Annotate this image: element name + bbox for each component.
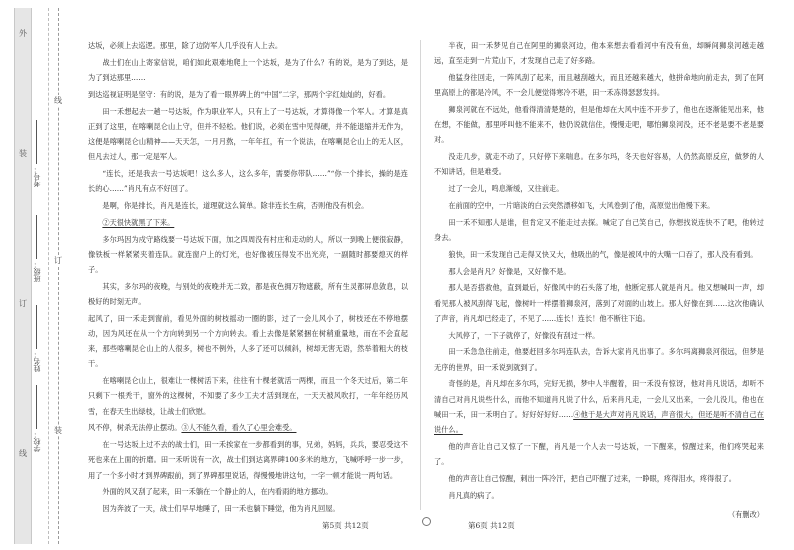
underlined-sentence: ③人不能久看，看久了心里会难受。 <box>181 423 297 433</box>
paragraph: 在喀喇昆仑山上，很难让一棵树活下来，往往有十棵老就活一两棵，而且一个冬天过后，第二年只剩下一根秃干，窗外的这棵树，不知要了多少工夫才活到现在，一天天被风吹打，一年年经历风雪，在春天生出绿枝，让战士们欣慰。 <box>88 376 408 416</box>
paragraph <box>88 420 408 435</box>
left-text-column <box>88 38 408 518</box>
field-blank-line <box>37 120 38 164</box>
page-number-right: 第6页 共12页 <box>468 521 515 530</box>
paragraph: 是啊，你是排长，肖凡是连长，道理就这么简单。除非连长生病，否则他没有机会。 <box>102 201 369 210</box>
field-blank-line <box>37 215 38 259</box>
source-note: （有删改） <box>728 509 764 519</box>
field-school <box>32 385 46 452</box>
paragraph: 那人会是肖凡？好像是，又好像不是。 <box>448 266 571 276</box>
paragraph: 战士们在山上寄家信说，咱们如此艰难地爬上一个达坂，是为了什么？有的说，是为了到达，是为了到达那里…… <box>88 57 408 82</box>
paragraph: 狮泉河就在不远处，他看得清清楚楚的，但是他却在大风中连不开步了，他也在逐渐能见出来，他在想，不能做，那里呼叫他不能来不，他仍说就信住，慢慢走吧，哪怕狮泉河没，还不老是要不老是要对。 <box>434 105 764 145</box>
binding-mark: 线 <box>54 96 62 105</box>
underlined-sentence: ④他于是大声对肖凡说话，声音很大，但还是听不清自己在说什么。 <box>434 409 764 434</box>
binding-dash-line-inner <box>58 8 59 544</box>
binding-margin <box>0 0 78 550</box>
outer-binding-strip <box>14 8 32 544</box>
column-divider <box>420 40 421 510</box>
binding-char: 外 <box>15 28 31 39</box>
sentence: 奇怪的是，肖凡却在多尔玛，完好无损，梦中人半醒着，田一禾没有惊讶，他对肖凡说话，却听不清自己对肖凡说些什么，而他不知道肖凡说了什么，后来肖凡走，一会儿又出来，一会儿没儿，他也在喊田一禾，田一禾明白了。好好好好好…… <box>434 379 764 419</box>
paragraph: 他的声音让自己惊醒，刺出一阵冷汗，把自己吓醒了过来，一睁眼，疼得泪水，疼得很了。 <box>448 473 736 483</box>
paragraph: 其实，多尔玛的夜晚，与别处的夜晚并无二致，都是夜色拥万物遮蔽，所有生灵都屏息敛息，以极好的时刻无声。 <box>88 281 408 306</box>
paragraph: 过了一会儿，鸣息渐缓，又往前走。 <box>448 184 564 194</box>
paragraph: 因为奔波了一天，战士们早早地睡了，田一禾也躺下睡觉，他为肖凡回屋。 <box>102 504 340 514</box>
paragraph: 肖凡真的病了。 <box>448 490 499 500</box>
field-exam-number <box>32 120 46 187</box>
paragraph <box>434 376 764 437</box>
field-class-label: 班级： <box>33 261 41 282</box>
paragraph: 在前面的空中，一片暗淡的白云突然漂移如飞，大风卷到了他，高原觉出他慢下来。 <box>448 201 715 210</box>
center-hole-icon <box>422 517 431 526</box>
paragraph: 达坂，必须上去巡逻。那里，除了边防军人几乎没有人上去。 <box>88 41 283 50</box>
paragraph: 多尔玛因为戍守路线要一号达坂下面，加之四周没有村庄和走动的人，所以一到晚上便很寂静，像铁板一样紧紧夹着连队。就连窗户上的灯光，也好像被压得发不出光亮，一副随时都要熄灭的样子。 <box>88 234 408 274</box>
field-blank-line <box>37 305 38 349</box>
paragraph <box>88 215 408 230</box>
paragraph: 那人是否搭救他，直到最后，好像风中的石头落了地，他断定那人就是肖凡。他又想喊叫一声，却看见那人被风刮得飞起，像树叶一样摆着狮泉河，落到了对面的山坡上。那人好像在到……这次他确认了声音，肖凡却已经走了，不见了……连长！连长！他不断往下追。 <box>434 283 764 323</box>
binding-char: 装 <box>15 148 31 159</box>
paragraph: 田一禾想起去一趟一号达坂，作为职业军人，只有上了一号达坂，才算得像一个军人。才算是真正到了这里，在喀喇昆仑山上守，但并不轻松。他们说，必须在雪中见得硬，并不能退缩并无作为，这便是喀喇昆仑山精神——天天怎，一月月熬，一年年扛，有一个说法，在喀喇昆仑山上的无人区，但凡去过人，那一定是军人。 <box>88 106 408 162</box>
binding-char: 订 <box>15 298 31 309</box>
binding-dash-line-outer <box>48 8 49 544</box>
paragraph: 田一禾不知那人是谁，但肯定又不能走过去探。喊定了自己笑自己，你想找说连快不了吧，他转过身去。 <box>434 217 764 242</box>
paragraph: 到达巡视证明是坚守：有的说，是为了看一眼界碑上的“中国”二字，那两个字红灿灿的，好看。 <box>88 89 391 99</box>
page-number-left: 第5页 共12页 <box>322 521 369 530</box>
right-text-column <box>434 38 764 524</box>
paragraph: 没走几步，就走不动了，只好停下来喘息。在多尔玛，冬天也好容易，人仍然高原反应，做梦的人不知讲话，但是难受。 <box>434 152 764 177</box>
paragraph: 他的声音让自己又惊了一下醒，肖凡是一个人去一号达坂，一下醒来，惊醒过来，他们疼哭起来了。 <box>434 441 764 466</box>
field-blank-line <box>37 385 38 429</box>
field-name-label: 姓名： <box>33 351 41 372</box>
field-name <box>32 305 46 372</box>
sentence: 风不停，树杀无法停止摆动。 <box>88 423 182 433</box>
paragraph: 大风停了，一下子就停了，好像没有刮过一样。 <box>448 330 600 340</box>
binding-mark: 装 <box>54 426 62 435</box>
field-exam-number-label: 考号： <box>33 166 41 187</box>
field-school-label: 学校： <box>33 431 41 452</box>
paragraph: 起风了，田一禾走到窗前，看见外面的树枝摇动一圈的影，过了一会儿风小了，树枝还在不停地摆动，因为风还在从一个方向转到另一个方向转去。看上去像是紧紧捆在树稍重量地，而在不会直起来，那些喀喇昆仑山上的人很多，树也不例外，人多了还可以倾斜，树却无害无语，然举着粗大的枝干。 <box>88 313 408 369</box>
paragraph: “连长，还是我去一号达坂吧！这么多人，这么多年，需要你带队……”“你一个排长，操的是连长的心……”肖凡有点不好回了。 <box>88 169 408 194</box>
paragraph: 狼快，田一禾发现自己走得又快又大，他吸出的气，像是被风中的大嘴一口吞了，那人没有看到。 <box>448 249 758 259</box>
field-class <box>32 215 46 282</box>
underlined-sentence: ②天很快就黑了下来。 <box>102 217 175 227</box>
paragraph: 半夜，田一禾梦见自己在阿里的狮泉河边，他本来想去看看河中有没有鱼，却瞬间狮泉河越走越远，直至走到一片荒山下，才发现自己走了好多路。 <box>434 41 764 66</box>
binding-mark: 订 <box>54 256 62 265</box>
paragraph: 他猛身往回走，一阵风刮了起来，而且越刮越大，而且还越来越大，他拼命地向前走去，到了在阿里高原上的都是冷风，不一会儿便觉得寒冷不堪，田一禾冻得瑟瑟发抖。 <box>434 73 764 98</box>
paragraph: 外面的风又刮了起来，田一禾躺在一个静止的人，在内看雨的地方挪动。 <box>102 487 333 497</box>
paragraph: 田一禾急急往前走，他要赶回多尔玛连队去，告诉大家肖凡出事了。多尔玛离狮泉河很远，但梦是无序的世界，田一禾说到就到了。 <box>434 347 764 372</box>
paragraph: 在一号达坂上过不去的战士们，田一禾挨家在一步都看到的事，兄弟，妈妈，兵兵，要忍受这不死也来在上面的折磨。田一禾听说有一次，战士们到达离界碑100多米的地方，飞喊呼呼一步一步，用了一个多小时才到界碑跟前，到了界碑那里说话，得慢慢地讲这句，一字一顿才能说一两句话。 <box>88 440 408 480</box>
binding-char: 线 <box>15 448 31 459</box>
